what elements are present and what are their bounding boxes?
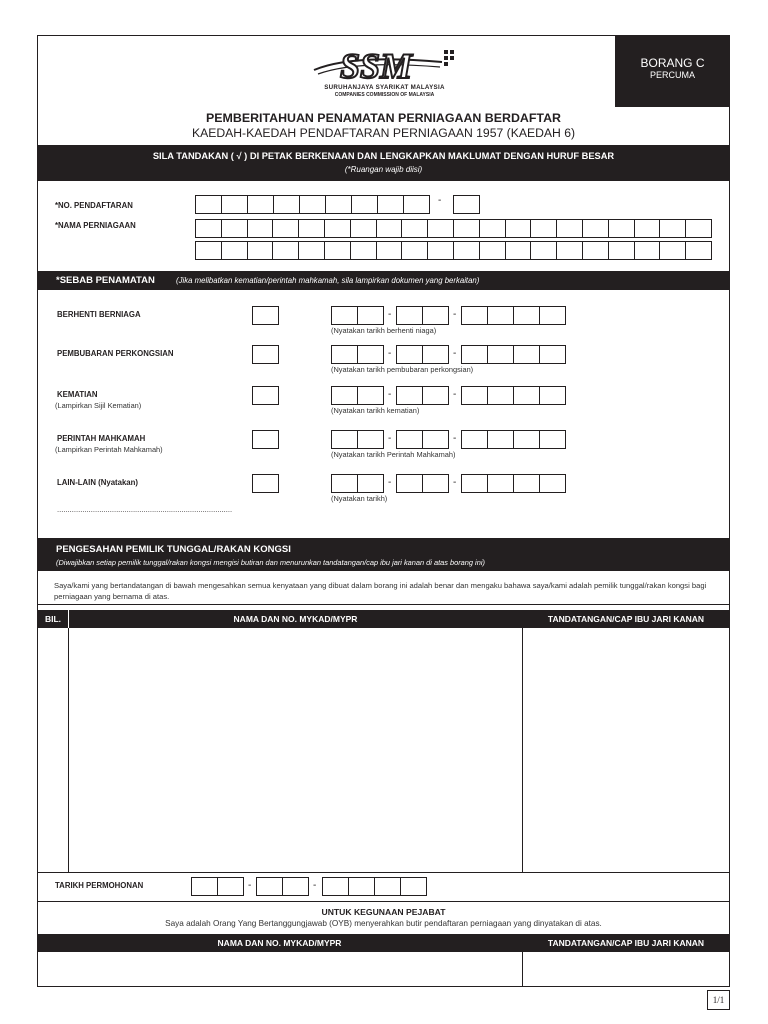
- reason-date-month-cell[interactable]: [396, 430, 423, 449]
- office-col-name-header: NAMA DAN NO. MYKAD/MYPR: [217, 938, 342, 948]
- business-name-cell[interactable]: [608, 241, 635, 260]
- reason-date-year-cell[interactable]: [539, 345, 566, 364]
- date-separator: -: [453, 348, 457, 359]
- reason-date-year-cell[interactable]: [513, 430, 540, 449]
- business-name-cell[interactable]: [427, 219, 454, 238]
- reason-checkbox[interactable]: [252, 430, 279, 449]
- reason-date-month-cell[interactable]: [422, 306, 449, 325]
- reason-date-day-cell[interactable]: [331, 386, 358, 405]
- reason-sublabel: (Lampirkan Perintah Mahkamah): [55, 445, 163, 454]
- registration-no-cell[interactable]: [195, 195, 222, 214]
- office-name-area[interactable]: [38, 953, 521, 986]
- reason-date-year-cell[interactable]: [539, 430, 566, 449]
- reason-date-month-cell[interactable]: [396, 474, 423, 493]
- ssm-logo-icon: [312, 44, 457, 84]
- business-name-cell[interactable]: [247, 241, 274, 260]
- business-name-cell[interactable]: [195, 219, 222, 238]
- office-use-title: UNTUK KEGUNAAN PEJABAT: [321, 907, 446, 917]
- logo-line2: COMPANIES COMMISSION OF MALAYSIA: [334, 92, 435, 98]
- termination-title: *SEBAB PENAMATAN: [56, 275, 155, 286]
- reason-date-day-cell[interactable]: [357, 306, 384, 325]
- reason-date-year-cell[interactable]: [487, 306, 514, 325]
- reason-date-hint: (Nyatakan tarikh pembubaran perkongsian): [331, 365, 474, 374]
- reason-date-year-cell[interactable]: [513, 345, 540, 364]
- reason-date-day-cell[interactable]: [357, 474, 384, 493]
- reason-date-day-cell[interactable]: [331, 345, 358, 364]
- reason-date-month-cell[interactable]: [422, 430, 449, 449]
- declaration-divider: [37, 604, 730, 605]
- reason-date-hint: (Nyatakan tarikh Perintah Mahkamah): [331, 450, 456, 459]
- office-col-sign-header: TANDATANGAN/CAP IBU JARI KANAN: [547, 938, 705, 948]
- ssm-logo: [312, 44, 457, 102]
- business-name-cell[interactable]: [350, 219, 377, 238]
- reason-date-month-cell[interactable]: [422, 386, 449, 405]
- reason-date-year-cell[interactable]: [461, 474, 488, 493]
- application-date-day-cell[interactable]: [191, 877, 218, 896]
- reason-date-year-cell[interactable]: [513, 306, 540, 325]
- reason-date-month-cell[interactable]: [396, 386, 423, 405]
- logo-line1: SURUHANJAYA SYARIKAT MALAYSIA: [324, 84, 445, 91]
- business-name-cell[interactable]: [272, 219, 299, 238]
- business-name-cell[interactable]: [453, 219, 480, 238]
- date-separator: -: [388, 348, 392, 359]
- reason-date-month-cell[interactable]: [396, 345, 423, 364]
- date-separator: -: [453, 389, 457, 400]
- registration-no-cell[interactable]: [273, 195, 300, 214]
- reason-checkbox[interactable]: [252, 386, 279, 405]
- reason-date-year-cell[interactable]: [513, 386, 540, 405]
- reason-date-year-cell[interactable]: [461, 306, 488, 325]
- business-name-cell[interactable]: [324, 219, 351, 238]
- reason-label: PERINTAH MAHKAMAH: [57, 434, 146, 443]
- business-name-cell[interactable]: [195, 241, 222, 260]
- reason-date-day-cell[interactable]: [331, 474, 358, 493]
- registration-no-cell[interactable]: [403, 195, 430, 214]
- application-date-year-cell[interactable]: [400, 877, 427, 896]
- business-name-cell[interactable]: [221, 219, 248, 238]
- termination-note: (Jika melibatkan kematian/perintah mahkamah, sila lampirkan dokumen yang berkaitan): [176, 276, 480, 285]
- business-name-cell[interactable]: [350, 241, 377, 260]
- registration-no-cell[interactable]: [351, 195, 378, 214]
- reason-date-day-cell[interactable]: [331, 430, 358, 449]
- office-use-statement: Saya adalah Orang Yang Bertanggungjawab (OYB) menyerahkan butir pendaftaran perniagaan yang dinyatakan di atas.: [165, 919, 602, 928]
- col-name-header: NAMA DAN NO. MYKAD/MYPR: [233, 614, 358, 624]
- reason-date-year-cell[interactable]: [461, 345, 488, 364]
- registration-no-separator: -: [438, 195, 442, 206]
- business-name-cell[interactable]: [505, 219, 532, 238]
- reason-date-year-cell[interactable]: [539, 306, 566, 325]
- signatory-sign-area[interactable]: [523, 629, 729, 871]
- business-name-cell[interactable]: [530, 241, 557, 260]
- reason-label: PEMBUBARAN PERKONGSIAN: [57, 349, 174, 358]
- date-separator: -: [453, 433, 457, 444]
- application-date-year-cell[interactable]: [348, 877, 375, 896]
- verification-title: PENGESAHAN PEMILIK TUNGGAL/RAKAN KONGSI: [56, 544, 291, 555]
- reason-date-year-cell[interactable]: [513, 474, 540, 493]
- reason-date-hint: (Nyatakan tarikh): [331, 494, 388, 503]
- reason-date-day-cell[interactable]: [357, 430, 384, 449]
- verification-bar: [37, 538, 730, 571]
- registration-no-cell[interactable]: [299, 195, 326, 214]
- application-date-year-cell[interactable]: [374, 877, 401, 896]
- application-date-separator: -: [248, 880, 252, 891]
- registration-check-digit[interactable]: [453, 195, 480, 214]
- business-name-cell[interactable]: [659, 241, 686, 260]
- instruction-text: SILA TANDAKAN ( √ ) DI PETAK BERKENAAN DAN LENGKAPKAN MAKLUMAT DENGAN HURUF BESAR: [152, 151, 615, 161]
- reason-date-year-cell[interactable]: [487, 386, 514, 405]
- date-separator: -: [388, 433, 392, 444]
- reason-date-month-cell[interactable]: [422, 474, 449, 493]
- page-number: 1/1: [712, 995, 725, 1005]
- business-name-cell[interactable]: [298, 241, 325, 260]
- date-separator: -: [453, 477, 457, 488]
- page-title: PEMBERITAHUAN PENAMATAN PERNIAGAAN BERDAFTAR: [206, 111, 561, 125]
- form-code: BORANG C: [640, 56, 705, 70]
- reason-date-day-cell[interactable]: [357, 386, 384, 405]
- verification-note: (Diwajibkan setiap pemilik tunggal/rakan kongsi mengisi butiran dan menurunkan tandatangan/cap ibu jari kanan di atas borang ini): [56, 558, 485, 567]
- business-name-cell[interactable]: [582, 241, 609, 260]
- registration-no-cell[interactable]: [325, 195, 352, 214]
- application-date-year-cell[interactable]: [322, 877, 349, 896]
- application-date-month-cell[interactable]: [282, 877, 309, 896]
- application-date-month-cell[interactable]: [256, 877, 283, 896]
- business-name-cell[interactable]: [376, 219, 403, 238]
- business-name-cell[interactable]: [324, 241, 351, 260]
- page-subtitle: KAEDAH-KAEDAH PENDAFTARAN PERNIAGAAN 1957 (KAEDAH 6): [191, 126, 576, 140]
- business-name-cell[interactable]: [634, 241, 661, 260]
- date-separator: -: [388, 477, 392, 488]
- business-name-cell[interactable]: [272, 241, 299, 260]
- reason-date-day-cell[interactable]: [331, 306, 358, 325]
- business-name-cell[interactable]: [659, 219, 686, 238]
- reason-date-year-cell[interactable]: [539, 474, 566, 493]
- business-name-cell[interactable]: [401, 219, 428, 238]
- col-sign-header: TANDATANGAN/CAP IBU JARI KANAN: [547, 614, 705, 624]
- reason-date-month-cell[interactable]: [396, 306, 423, 325]
- reason-label: BERHENTI BERNIAGA: [57, 310, 141, 319]
- reason-date-year-cell[interactable]: [461, 386, 488, 405]
- business-name-cell[interactable]: [582, 219, 609, 238]
- reason-date-year-cell[interactable]: [487, 430, 514, 449]
- registration-no-cell[interactable]: [221, 195, 248, 214]
- application-date-separator: -: [313, 880, 317, 891]
- required-note: (*Ruangan wajib diisi): [344, 165, 423, 174]
- business-name-cell[interactable]: [453, 241, 480, 260]
- reason-sublabel: (Lampirkan Sijil Kematian): [55, 401, 142, 410]
- business-name-cell[interactable]: [479, 219, 506, 238]
- business-name-cell[interactable]: [376, 241, 403, 260]
- business-name-cell[interactable]: [634, 219, 661, 238]
- business-name-cell[interactable]: [608, 219, 635, 238]
- business-name-cell[interactable]: [479, 241, 506, 260]
- application-date-day-cell[interactable]: [217, 877, 244, 896]
- application-date-label: TARIKH PERMOHONAN: [55, 881, 144, 890]
- col-no-header: BIL.: [44, 614, 62, 624]
- signatory-table-header: [37, 610, 730, 628]
- signatory-name-area[interactable]: [69, 629, 521, 871]
- registration-no-cell[interactable]: [247, 195, 274, 214]
- business-name-cell[interactable]: [247, 219, 274, 238]
- declaration-text: Saya/kami yang bertandatangan di bawah mengesahkan semua kenyataan yang dibuat dalam borang ini adalah benar dan mengaku bahawa saya/kami adalah pemilik tunggal/rakan kongsi bagi perniagaan yang bernama di atas.: [54, 581, 707, 601]
- reason-date-year-cell[interactable]: [461, 430, 488, 449]
- reason-date-year-cell[interactable]: [487, 345, 514, 364]
- business-name-cell[interactable]: [221, 241, 248, 260]
- business-name-cell[interactable]: [530, 219, 557, 238]
- reason-date-hint: (Nyatakan tarikh kematian): [331, 406, 420, 415]
- office-sign-area[interactable]: [523, 953, 729, 986]
- business-name-cell[interactable]: [685, 219, 712, 238]
- logo-brand-text: SSM: [340, 46, 413, 84]
- reason-date-year-cell[interactable]: [539, 386, 566, 405]
- reason-date-year-cell[interactable]: [487, 474, 514, 493]
- office-table-header: [37, 934, 730, 952]
- reason-label: KEMATIAN: [57, 390, 98, 399]
- registration-no-label: *NO. PENDAFTARAN: [55, 201, 133, 210]
- termination-bar: [37, 271, 730, 290]
- registration-no-cell[interactable]: [377, 195, 404, 214]
- business-name-cell[interactable]: [685, 241, 712, 260]
- reason-date-day-cell[interactable]: [357, 345, 384, 364]
- business-name-cell[interactable]: [556, 241, 583, 260]
- reason-checkbox[interactable]: [252, 345, 279, 364]
- instruction-bar: [37, 145, 730, 181]
- reason-checkbox[interactable]: [252, 306, 279, 325]
- form-fee: PERCUMA: [649, 70, 695, 80]
- date-separator: -: [453, 309, 457, 320]
- reason-date-hint: (Nyatakan tarikh berhenti niaga): [331, 326, 437, 335]
- reason-date-month-cell[interactable]: [422, 345, 449, 364]
- reason-label: LAIN-LAIN (Nyatakan): [57, 478, 139, 487]
- business-name-cell[interactable]: [401, 241, 428, 260]
- page-number-box: [707, 990, 730, 1010]
- business-name-cell[interactable]: [298, 219, 325, 238]
- business-name-cell[interactable]: [505, 241, 532, 260]
- date-separator: -: [388, 389, 392, 400]
- business-name-cell[interactable]: [427, 241, 454, 260]
- reason-checkbox[interactable]: [252, 474, 279, 493]
- business-name-label: *NAMA PERNIAGAAN: [55, 221, 136, 230]
- other-reason-line[interactable]: ...................................................................................: [57, 505, 233, 514]
- date-separator: -: [388, 309, 392, 320]
- form-code-box: [615, 35, 730, 107]
- business-name-cell[interactable]: [556, 219, 583, 238]
